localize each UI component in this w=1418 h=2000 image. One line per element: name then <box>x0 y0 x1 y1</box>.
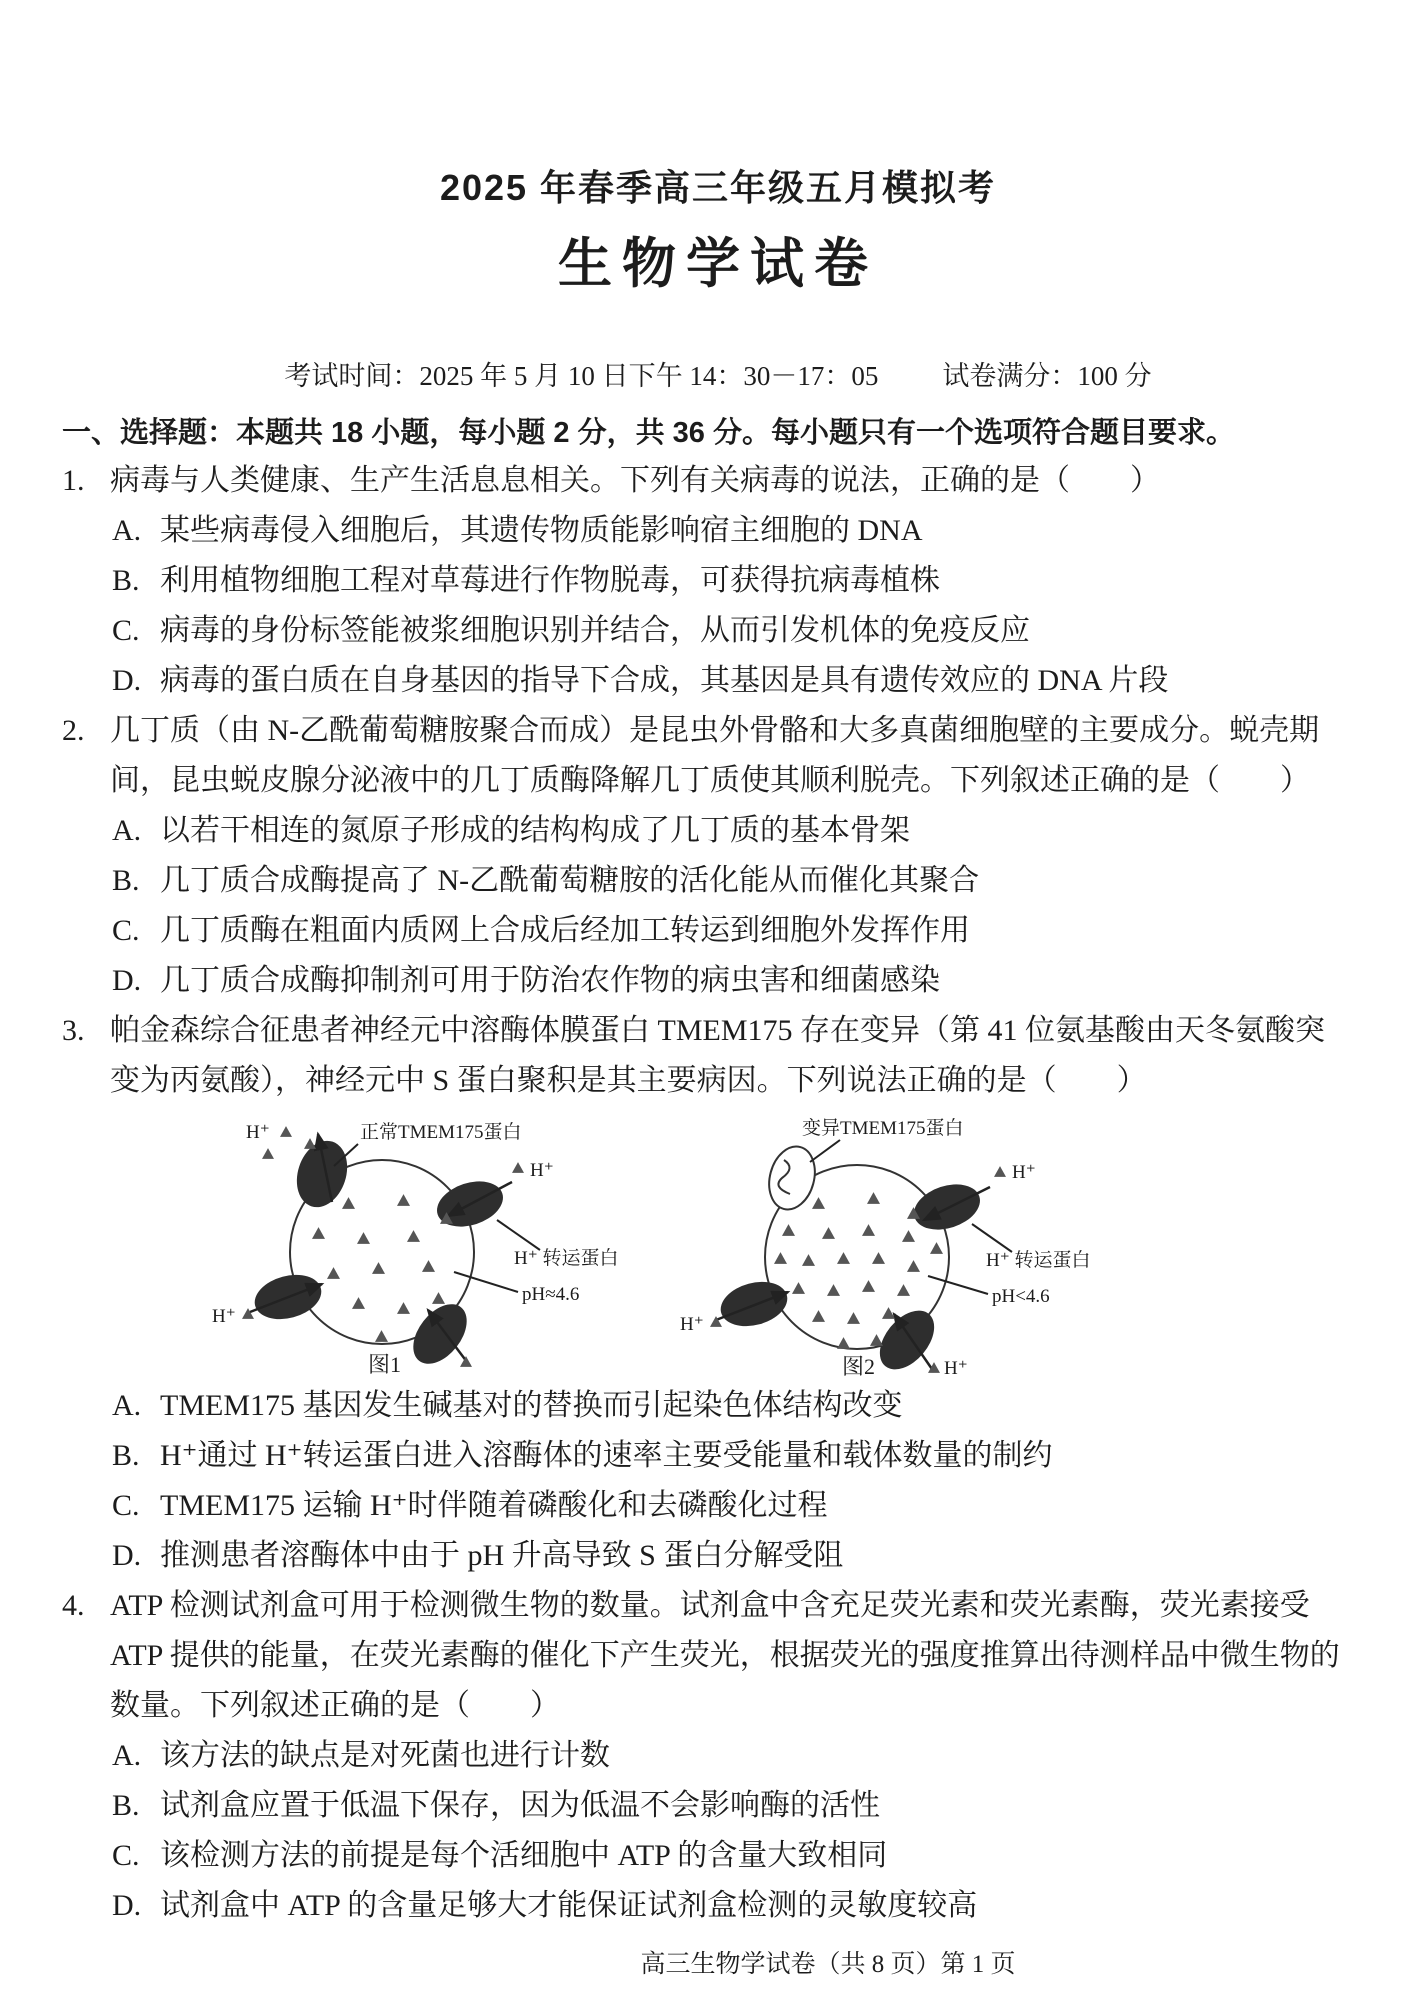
question-1-option-a <box>62 506 1374 556</box>
leader-line <box>972 1224 1012 1252</box>
paper-title: 生物学试卷 <box>558 234 878 294</box>
question-number: 2. <box>62 714 85 747</box>
h-transporter-protein <box>716 1275 793 1333</box>
question-4-stem <box>62 1581 1374 1731</box>
question-number: 1. <box>62 464 85 497</box>
option-label: D. <box>112 1889 142 1922</box>
option-text: H⁺通过 H⁺转运蛋白进入溶酶体的速率主要受能量和载体数量的制约 <box>160 1439 1053 1472</box>
question-1-stem <box>62 456 1374 506</box>
option-label: C. <box>112 614 140 647</box>
exam-info-line <box>62 358 1374 394</box>
question-1 <box>62 456 1374 706</box>
option-text: 试剂盒应置于低温下保存，因为低温不会影响酶的活性 <box>160 1789 880 1822</box>
option-text: 以若干相连的氮原子形成的结构构成了几丁质的基本骨架 <box>160 814 910 847</box>
figure1-ph-label: pH≈4.6 <box>522 1284 580 1305</box>
question-3-option-d <box>62 1531 1374 1581</box>
question-4 <box>62 1581 1374 1931</box>
question-4-option-d <box>62 1881 1374 1931</box>
exam-time: 考试时间：2025 年 5 月 10 日下午 14：30－17：05 <box>284 361 879 391</box>
option-label: C. <box>112 914 140 947</box>
question-4-option-c <box>62 1831 1374 1881</box>
question-2 <box>62 706 1374 1006</box>
question-3-figures <box>192 1112 1374 1377</box>
question-text: 帕金森综合征患者神经元中溶酶体膜蛋白 TMEM175 存在变异（第 41 位氨基酸由天冬氨酸突变为丙氨酸），神经元中 S 蛋白聚积是其主要病因。下列说法正确的是（ ） <box>110 1014 1325 1097</box>
leader-line <box>810 1140 840 1162</box>
h-plus-label: H⁺ <box>212 1306 236 1327</box>
h-plus-label: H⁺ <box>246 1122 270 1143</box>
h-plus-label: H⁺ <box>530 1160 554 1181</box>
option-text: 该检测方法的前提是每个活细胞中 ATP 的含量大致相同 <box>160 1839 888 1872</box>
h-plus-label: H⁺ <box>944 1358 968 1377</box>
option-text: 利用植物细胞工程对草莓进行作物脱毒，可获得抗病毒植株 <box>160 564 940 597</box>
question-text: ATP 检测试剂盒可用于检测微生物的数量。试剂盒中含充足荧光素和荧光素酶，荧光素接受 ATP 提供的能量，在荧光素酶的催化下产生荧光，根据荧光的强度推算出待测样品中微生物的数量。下列叙述正确的是（ ） <box>110 1589 1340 1722</box>
figure2-ph-label: pH<4.6 <box>992 1286 1050 1307</box>
option-label: C. <box>112 1839 140 1872</box>
question-4-option-b <box>62 1781 1374 1831</box>
option-label: A. <box>112 514 142 547</box>
question-text: 几丁质（由 N-乙酰葡萄糖胺聚合而成）是昆虫外骨骼和大多真菌细胞壁的主要成分。蜕壳期间，昆虫蜕皮腺分泌液中的几丁质酶降解几丁质使其顺利脱壳。下列叙述正确的是（ ） <box>110 714 1320 797</box>
question-number: 4. <box>62 1589 85 1622</box>
question-4-option-a <box>62 1731 1374 1781</box>
option-text: 推测患者溶酶体中由于 pH 升高导致 S 蛋白分解受阻 <box>160 1539 844 1572</box>
question-1-option-d <box>62 656 1374 706</box>
option-label: A. <box>112 1389 142 1422</box>
exam-session-title: 2025 年春季高三年级五月模拟考 <box>439 167 997 208</box>
question-2-option-b <box>62 856 1374 906</box>
question-2-stem <box>62 706 1374 806</box>
figure2-transporter-label: H⁺ 转运蛋白 <box>986 1250 1091 1271</box>
figure2-caption: 图2 <box>842 1354 876 1377</box>
option-label: D. <box>112 664 142 697</box>
option-label: D. <box>112 964 142 997</box>
leader-line <box>454 1272 518 1292</box>
tmem175-protein-mutant <box>762 1141 821 1214</box>
option-label: B. <box>112 1439 140 1472</box>
option-text: 病毒的蛋白质在自身基因的指导下合成，其基因是具有遗传效应的 DNA 片段 <box>160 664 1169 697</box>
option-text: 某些病毒侵入细胞后，其遗传物质能影响宿主细胞的 DNA <box>160 514 923 547</box>
question-3-stem <box>62 1006 1374 1106</box>
option-label: A. <box>112 1739 142 1772</box>
option-text: 几丁质酶在粗面内质网上合成后经加工转运到细胞外发挥作用 <box>160 914 970 947</box>
option-label: C. <box>112 1489 140 1522</box>
option-label: B. <box>112 564 140 597</box>
question-3-option-c <box>62 1481 1374 1531</box>
question-3 <box>62 1006 1374 1581</box>
question-3-option-b <box>62 1431 1374 1481</box>
question-number: 3. <box>62 1014 85 1047</box>
tmem175-protein-normal <box>289 1134 356 1214</box>
leader-line <box>928 1276 988 1294</box>
question-3-option-a <box>62 1381 1374 1431</box>
option-label: B. <box>112 1789 140 1822</box>
option-text: 该方法的缺点是对死菌也进行计数 <box>160 1739 610 1772</box>
question-2-option-c <box>62 906 1374 956</box>
option-text: 几丁质合成酶提高了 N-乙酰葡萄糖胺的活化能从而催化其聚合 <box>160 864 980 897</box>
question-2-option-d <box>62 956 1374 1006</box>
section-header: 一、选择题：本题共 18 小题，每小题 2 分，共 36 分。每小题只有一个选项符合题目要求。 <box>62 417 1235 449</box>
option-label: B. <box>112 864 140 897</box>
page-footer: 高三生物学试卷（共 8 页）第 1 页 <box>640 1951 1016 1978</box>
option-text: TMEM175 基因发生碱基对的替换而引起染色体结构改变 <box>160 1389 903 1422</box>
question-2-option-a <box>62 806 1374 856</box>
figure1-protein-label: 正常TMEM175蛋白 <box>360 1122 522 1143</box>
option-text: 病毒的身份标签能被浆细胞识别并结合，从而引发机体的免疫反应 <box>160 614 1030 647</box>
figure1-transporter-label: H⁺ 转运蛋白 <box>514 1248 619 1269</box>
question-text: 病毒与人类健康、生产生活息息相关。下列有关病毒的说法，正确的是（ ） <box>110 464 1160 497</box>
option-label: D. <box>112 1539 142 1572</box>
h-plus-label: H⁺ <box>680 1314 704 1335</box>
figure2-protein-label: 变异TMEM175蛋白 <box>802 1118 964 1139</box>
option-label: A. <box>112 814 142 847</box>
lysosome-diagram-normal <box>192 1112 642 1377</box>
h-plus-label: H⁺ <box>1012 1162 1036 1183</box>
option-text: 几丁质合成酶抑制剂可用于防治农作物的病虫害和细菌感染 <box>160 964 940 997</box>
leader-line <box>497 1220 540 1250</box>
full-score: 试卷满分：100 分 <box>942 361 1152 391</box>
h-transporter-protein <box>250 1268 327 1326</box>
option-text: TMEM175 运输 H⁺时伴随着磷酸化和去磷酸化过程 <box>160 1489 828 1522</box>
figure1-caption: 图1 <box>368 1352 402 1377</box>
question-1-option-c <box>62 606 1374 656</box>
question-1-option-b <box>62 556 1374 606</box>
h-ion-particles-outside <box>242 1126 524 1367</box>
lysosome-diagram-mutant <box>662 1112 1112 1377</box>
option-text: 试剂盒中 ATP 的含量足够大才能保证试剂盒检测的灵敏度较高 <box>160 1889 978 1922</box>
